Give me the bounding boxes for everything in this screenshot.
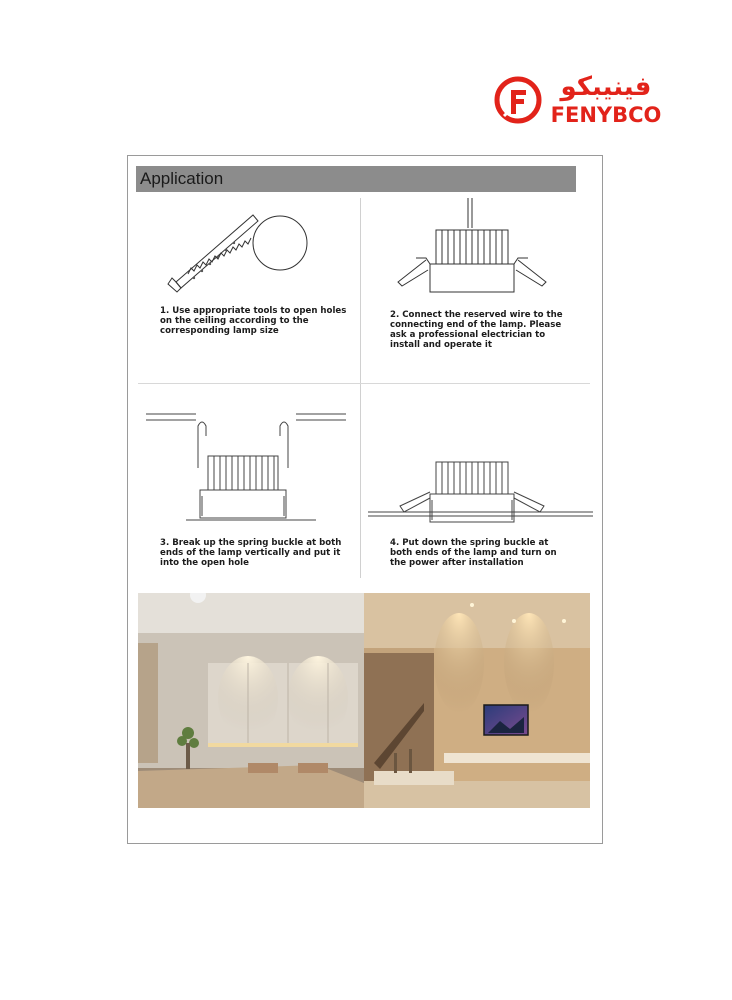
step-1 (158, 198, 358, 378)
brand-name-latin: FENYBCO (550, 103, 662, 127)
step-1-text: 1. Use appropriate tools to open holes on the ceiling according to the corresponding lamp size (160, 306, 347, 336)
step-3-text: 3. Break up the spring buckle at both ends of the lamp vertically and put it into the open hole (160, 538, 342, 568)
step-2-text: 2. Connect the reserved wire to the connecting end of the lamp. Please ask a professional electrician to install and operate it (390, 310, 563, 350)
fenybco-logo-mark-icon (494, 76, 542, 124)
saw-and-hole-icon (158, 198, 358, 308)
brand-name-arabic: فينيبكو (560, 72, 652, 102)
step-4 (368, 406, 593, 586)
kitchen-interior-photo (138, 593, 364, 808)
living-room-scene-icon (364, 593, 590, 808)
section-header (136, 166, 576, 192)
lamp-wiring-icon (368, 198, 593, 298)
lamp-installed-icon (368, 406, 593, 526)
step-4-text: 4. Put down the spring buckle at both ends of the lamp and turn on the power after installation (390, 538, 557, 568)
grid-divider-horizontal (138, 383, 590, 384)
grid-divider-vertical (360, 198, 361, 578)
step-2 (368, 198, 593, 378)
section-title: Application (140, 169, 224, 188)
lamp-insert-icon (146, 406, 356, 526)
brand-logo (494, 72, 664, 136)
step-3 (146, 406, 356, 586)
living-room-interior-photo (364, 593, 590, 808)
application-sheet (127, 155, 603, 844)
kitchen-scene-icon (138, 593, 364, 808)
